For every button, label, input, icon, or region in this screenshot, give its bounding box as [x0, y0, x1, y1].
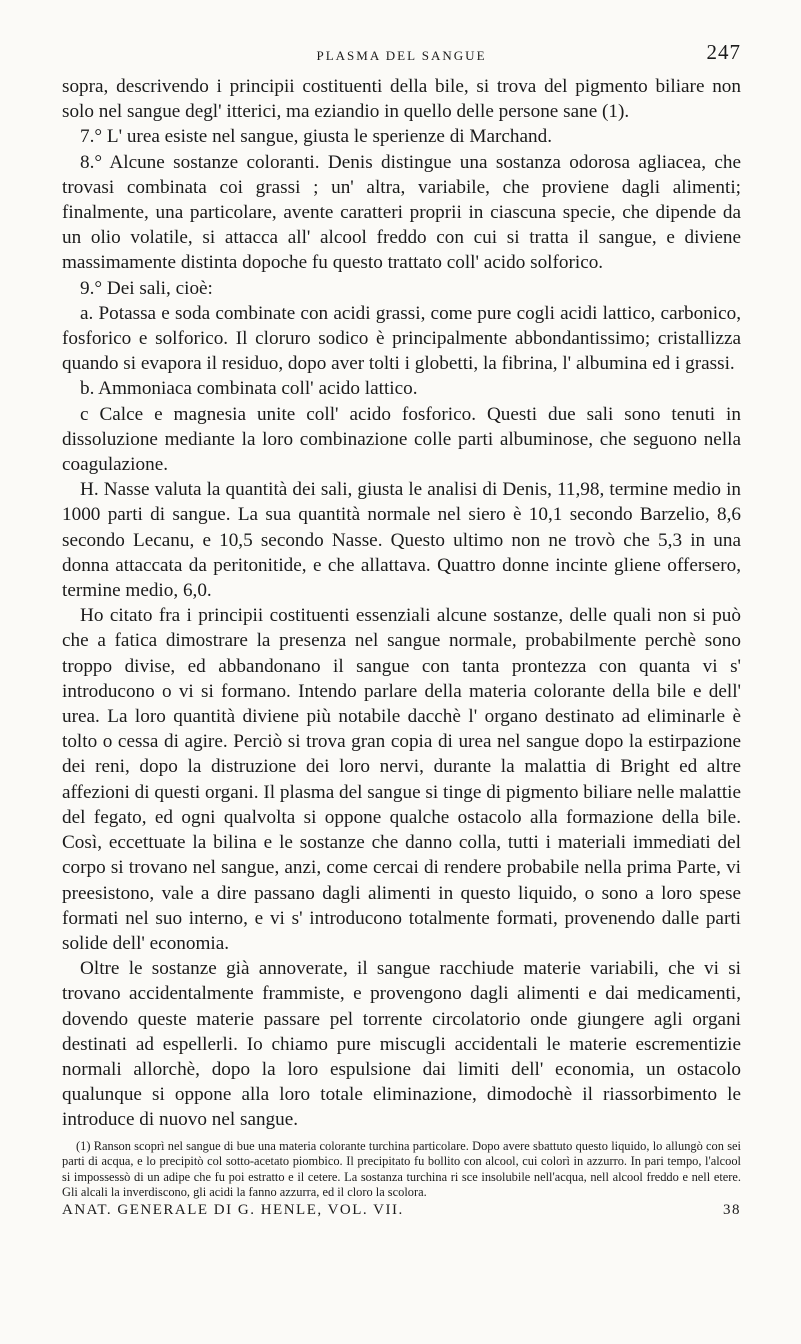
body-text	[62, 74, 741, 1133]
paragraph: b. Ammoniaca combinata coll' acido lattico.	[80, 378, 418, 400]
page-number: 247	[706, 40, 741, 64]
paragraph: c Calce e magnesia unite coll' acido fosforico. Questi due sali sono tenuti in dissoluzione mediante la loro combinazione colle parti albuminose, che seguono nella coagulazione.	[62, 403, 741, 476]
printer-signature	[62, 1202, 741, 1219]
paragraph: 8.° Alcune sostanze coloranti. Denis distingue una sostanza odorosa agliacea, che trovasi combinata coi grassi ; un' altra, variabile, che proviene dagli alimenti; finalmente, una particolare, avente caratteri proprii in ciascuna specie, che dipende da un olio volatile, si attacca all' alcool freddo con cui si tratta il sangue, e diviene massimamente distinta dopoche fu questo trattato coll' acido solforico.	[62, 151, 741, 274]
footnote	[62, 1139, 741, 1201]
signature-title: ANAT. GENERALE DI G. HENLE, VOL. VII.	[62, 1201, 404, 1218]
signature-number: 38	[723, 1201, 741, 1218]
page-header	[62, 40, 741, 70]
paragraph: 7.° L' urea esiste nel sangue, giusta le sperienze di Marchand.	[80, 126, 552, 148]
running-head: PLASMA DEL SANGUE	[316, 48, 487, 63]
paragraph: Ho citato fra i principii costituenti essenziali alcune sostanze, delle quali non si può che a fatica dimostrare la presenza nel sangue normale, probabilmente perchè sono troppo divise, ed abbandonano il sangue con tanta prontezza con quanta vi s' introducono o vi si formano. Intendo parlare della materia colorante della bile e dell' urea. La loro quantità diviene più notabile dacchè l' organo destinato ad eliminarle è tolto o cessa di agire. Perciò si trova gran copia di urea nel sangue dopo la estirpazione dei reni, dopo la distruzione dei loro nervi, durante la malattia di Bright ed altre affezioni di questi organi. Il plasma del sangue si tinge di pigmento biliare nelle malattie del fegato, ed ogni qualvolta si oppone qualche ostacolo alla formazione della bile. Così, eccettuate la bilina e le sostanze che danno colla, tutti i materiali immediati del corpo si trovano nel sangue, anzi, come cercai di rendere probabile nella prima Parte, vi preesistono, vale a dire passano dagli alimenti in questo liquido, o sono a loro spese formati nel suo interno, e vi s' introducono totalmente formati, provenendo dalle parti solide dell' economia.	[62, 605, 741, 954]
paragraph: a. Potassa e soda combinate con acidi grassi, come pure cogli acidi lattico, carbonico, fosforico e solforico. Il cloruro sodico è principalmente abbondantissimo; cristallizza quando si evapora il residuo, dopo aver tolti i globetti, la fibrina, l' albumina ed i grassi.	[62, 302, 741, 375]
paragraph: H. Nasse valuta la quantità dei sali, giusta le analisi di Denis, 11,98, termine medio in 1000 parti di sangue. La sua quantità normale nel siero è 10,1 secondo Barzelio, 8,6 secondo Lecanu, e 10,5 secondo Nasse. Questo ultimo non ne trovò che 5,3 in una donna attaccata da peritonitide, e che allattava. Quattro donne incinte gliene offersero, termine medio, 6,0.	[62, 479, 741, 602]
paragraph: sopra, descrivendo i principii costituenti della bile, si trova del pigmento biliare non solo nel sangue degl' itterici, ma eziandio in quello delle persone sane (1).	[62, 76, 741, 123]
footnote-text: (1) Ranson scoprì nel sangue di bue una materia colorante turchina particolare. Dopo avere sbattuto questo liquido, lo allungò con sei parti di acqua, e lo precipitò col sotto-acetato piombico. Il precipitato fu bollito con alcool, cui colorì in azzurro. In pari tempo, l'alcool si impossessò di un adipe che fu poi estratto e il cetere. La sostanza turchina ri sce insolubile nell'acqua, nell alcool freddo e nell etere. Gli alcali la inverdiscono, gli acidi la fanno azzurra, ed il cloro la scolora.	[62, 1138, 741, 1200]
paragraph: Oltre le sostanze già annoverate, il sangue racchiude materie variabili, che vi si trovano accidentalmente frammiste, e provengono dagli alimenti e dai medicamenti, dovendo queste materie passare pel torrente circolatorio onde giungere agli organi destinati ad espellerli. Io chiamo pure miscugli accidentali le materie escrementizie normali allorchè, dopo la loro espulsione dai limiti dell' economia, un ostacolo qualunque si oppone alla loro totale eliminazione, dimodochè il riassorbimento le introduce di nuovo nel sangue.	[62, 958, 741, 1131]
paragraph: 9.° Dei sali, cioè:	[80, 277, 213, 299]
